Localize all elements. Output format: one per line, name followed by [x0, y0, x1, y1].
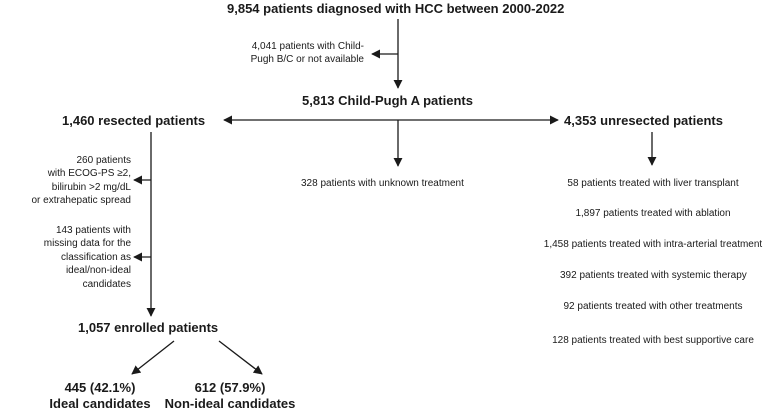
- node-excluded-missing-line: classification as: [60, 251, 131, 263]
- treatment-other: 92 patients treated with other treatments: [563, 301, 743, 312]
- node-child-pugh-bc: [251, 40, 364, 67]
- node-child-pugh-bc-line: 4,041 patients with Child-: [251, 41, 364, 52]
- node-nonideal-candidates: [150, 380, 310, 412]
- node-unknown-treatment: 328 patients with unknown treatment: [301, 178, 464, 189]
- node-excluded-ecog-line: with ECOG-PS ≥2,: [47, 168, 131, 180]
- node-nonideal-label: Non-ideal candidates: [164, 396, 296, 411]
- node-enrolled: 1,057 enrolled patients: [78, 320, 219, 335]
- node-child-pugh-bc-line: Pugh B/C or not available: [250, 54, 364, 66]
- arrow-to-ideal-candidates: [132, 341, 174, 374]
- treatment-best-supportive-care: 128 patients treated with best supportive care: [552, 335, 754, 346]
- node-child-pugh-a: 5,813 Child-Pugh A patients: [302, 93, 473, 108]
- node-excluded-ecog-line: 260 patients: [76, 155, 131, 166]
- node-excluded-ecog-line: or extrahepatic spread: [31, 195, 131, 207]
- arrow-to-nonideal-candidates: [219, 341, 262, 374]
- node-unresected: 4,353 unresected patients: [564, 113, 723, 128]
- treatment-ablation: 1,897 patients treated with ablation: [575, 208, 731, 219]
- node-excluded-missing: [44, 224, 131, 291]
- node-nonideal-count: 612 (57.9%): [194, 380, 266, 395]
- node-ideal-label: Ideal candidates: [49, 396, 151, 411]
- node-ideal-candidates: [30, 380, 170, 412]
- node-excluded-missing-line: 143 patients with: [55, 225, 131, 236]
- treatment-systemic-therapy: 392 patients treated with systemic therapy: [560, 270, 747, 281]
- node-ideal-count: 445 (42.1%): [64, 380, 136, 395]
- node-excluded-missing-line: candidates: [82, 278, 131, 290]
- node-diagnosed: 9,854 patients diagnosed with HCC between 2000-2022: [227, 1, 565, 16]
- node-resected: 1,460 resected patients: [62, 113, 206, 128]
- node-excluded-missing-line: missing data for the: [43, 238, 131, 250]
- treatment-liver-transplant: 58 patients treated with liver transplant: [567, 178, 739, 189]
- node-excluded-missing-line: ideal/non-ideal: [65, 265, 131, 277]
- treatment-intra-arterial: 1,458 patients treated with intra-arterial treatment: [543, 239, 763, 250]
- node-excluded-ecog-line: bilirubin >2 mg/dL: [51, 181, 131, 193]
- node-excluded-ecog: [31, 154, 131, 208]
